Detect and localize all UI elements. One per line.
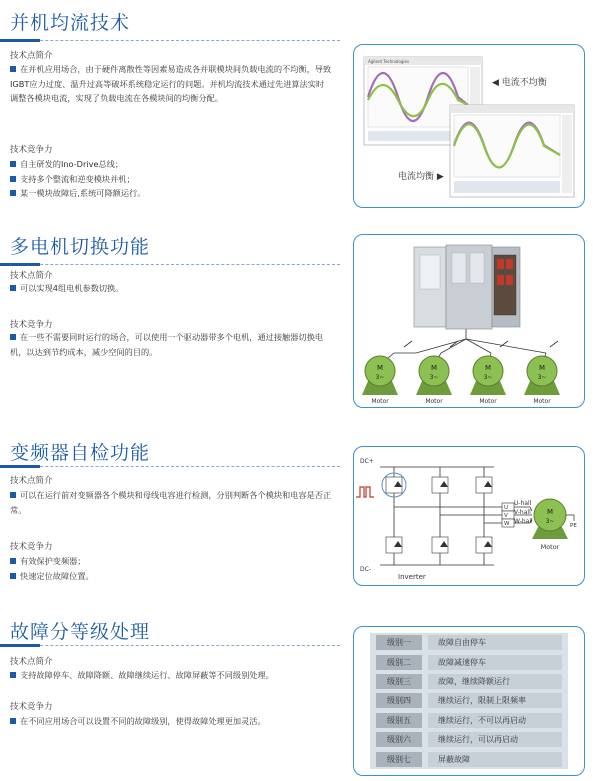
list-item: 自主研发的Ino-Drive总线；	[10, 157, 332, 172]
section-1-advantages	[10, 157, 332, 201]
section-2-advantage: 在一些不需要同时运行的场合，可以使用一个驱动器带多个电机，通过接触器切换电机，以达到节约成本，减少空间的目的。	[10, 332, 323, 357]
multi-motor-diagram	[354, 235, 584, 407]
current-balance-figure	[353, 44, 585, 208]
svg-text:3~: 3~	[545, 518, 555, 525]
fault-level-name: 级别七	[376, 752, 422, 767]
fault-level-action: 继续运行，可以再启动	[428, 732, 562, 747]
dc-minus-label: DC-	[360, 566, 371, 573]
table-row	[370, 691, 568, 710]
multi-motor-figure	[353, 234, 585, 408]
self-check-figure	[353, 446, 585, 586]
fault-level-figure	[353, 626, 585, 776]
section-2-rule	[0, 264, 340, 265]
oscilloscope-illustration	[354, 45, 584, 207]
section-1-intro: 在并机应用场合，由于硬件离散性等因素易造成各并联模块间负载电流的不均衡，导致IGBT应力过度、温升过高等破坏系统稳定运行的问题。并机均流技术通过先进算法实时调整各模块电流，实现了负载电流在各模块间的均衡分配。	[10, 64, 332, 103]
pwm-signal-icon	[356, 487, 374, 497]
svg-text:3~: 3~	[483, 374, 493, 381]
section-3-intro: 可以在运行前对变频器各个模块和母线电容进行检测，分别判断各个模块和电容是否正常。	[10, 490, 332, 515]
svg-text:3~: 3~	[429, 374, 439, 381]
table-row	[370, 672, 568, 691]
bullet-icon	[10, 161, 16, 167]
bullet-icon	[10, 672, 16, 678]
svg-text:V: V	[504, 513, 508, 519]
bullet-icon	[10, 190, 16, 196]
svg-text:U: U	[504, 505, 509, 511]
fault-level-name: 级别一	[376, 635, 422, 650]
table-row	[370, 749, 568, 768]
bullet-icon	[10, 334, 16, 340]
svg-text:Motor: Motor	[371, 398, 389, 405]
v-hall-label: V-hall	[514, 509, 531, 516]
section-3-advantage-label: 技术竞争力	[10, 542, 53, 552]
bullet-icon	[10, 492, 16, 498]
inverter-diagram	[354, 447, 584, 585]
scope-balanced	[450, 105, 574, 197]
list-item: 有效保护变频器；	[10, 554, 332, 569]
fault-level-name: 级别二	[376, 655, 422, 670]
fault-level-name: 级别四	[376, 693, 422, 708]
svg-text:Motor: Motor	[540, 543, 560, 551]
section-4-intro-label: 技术点简介	[10, 657, 53, 667]
svg-text:M: M	[546, 508, 554, 516]
motor-3	[470, 356, 506, 405]
fault-level-action: 继续运行，限制上限频率	[428, 693, 562, 708]
table-row	[370, 711, 568, 730]
motor-4	[524, 356, 560, 405]
w-hall-label: W-hall	[514, 518, 533, 525]
fault-level-action: 故障自由停车	[428, 635, 562, 650]
section-2-intro-label: 技术点简介	[10, 271, 53, 281]
inverter-label: Inverter	[398, 573, 426, 581]
fault-level-action: 故障减速停车	[428, 655, 562, 670]
svg-text:3~: 3~	[375, 374, 385, 381]
list-item: 某一模块故障后,系统可降额运行。	[10, 186, 332, 201]
section-3-intro-label: 技术点简介	[10, 476, 53, 486]
section-3-rule	[0, 466, 340, 467]
dc-plus-label: DC+	[360, 458, 374, 465]
section-3-title: 变频器自检功能	[10, 442, 151, 464]
svg-text:3~: 3~	[537, 374, 547, 381]
table-row	[370, 730, 568, 749]
svg-text:M: M	[538, 364, 546, 372]
svg-text:W: W	[504, 521, 510, 527]
svg-text:Motor: Motor	[479, 398, 497, 405]
section-1-title: 并机均流技术	[10, 12, 131, 34]
fault-level-name: 级别三	[376, 674, 422, 689]
section-1-rule	[0, 40, 340, 41]
svg-text:Motor: Motor	[425, 398, 443, 405]
section-2-intro: 可以实现4组电机参数切换。	[10, 281, 332, 296]
section-4-advantage-label: 技术竞争力	[10, 702, 53, 712]
svg-text:M: M	[376, 364, 384, 372]
section-3-advantages	[10, 554, 332, 583]
svg-text:PE: PE	[570, 523, 577, 529]
section-4-intro: 支持故障停车、故障降额、故障继续运行、故障屏蔽等不同级别处理。	[10, 668, 332, 683]
svg-text:M: M	[484, 364, 492, 372]
section-4-advantage: 在不同应用场合可以设置不同的故障级别，使得故障处理更加灵活。	[10, 714, 332, 729]
fault-level-name: 级别六	[376, 732, 422, 747]
list-item: 快速定位故障位置。	[10, 569, 332, 584]
fault-level-action: 屏蔽故障	[428, 752, 562, 767]
drive-cabinet	[414, 245, 520, 329]
switch-lines	[380, 329, 558, 365]
svg-text:M: M	[430, 364, 438, 372]
section-1-intro-label: 技术点简介	[10, 51, 53, 61]
fault-level-action: 继续运行，不可以再启动	[428, 713, 562, 728]
fault-level-name: 级别五	[376, 713, 422, 728]
bullet-icon	[10, 558, 16, 564]
svg-text:Motor: Motor	[533, 398, 551, 405]
bullet-icon	[10, 176, 16, 182]
label-balanced: 电流均衡 ▶	[398, 172, 444, 182]
table-row	[370, 633, 568, 652]
section-1-advantage-label: 技术竞争力	[10, 145, 53, 155]
u-hall-label: U-hall	[514, 500, 532, 507]
bullet-icon	[10, 66, 16, 72]
scope-brand: Agilent Technologies	[368, 59, 410, 64]
label-unbalanced: ◀ 电流不均衡	[492, 78, 547, 88]
bullet-icon	[10, 285, 16, 291]
fault-level-table	[370, 633, 568, 769]
section-4-rule	[0, 645, 340, 646]
fault-level-action: 故障，继续降额运行	[428, 674, 562, 689]
section-2-title: 多电机切换功能	[10, 236, 151, 258]
motor-1	[362, 356, 398, 405]
motor-2	[416, 356, 452, 405]
section-2-advantage-label: 技术竞争力	[10, 320, 53, 330]
table-row	[370, 652, 568, 671]
list-item: 支持多个整流和逆变模块并机；	[10, 172, 332, 187]
section-4-title: 故障分等级处理	[10, 621, 151, 643]
bullet-icon	[10, 573, 16, 579]
bullet-icon	[10, 718, 16, 724]
motor	[532, 499, 577, 551]
